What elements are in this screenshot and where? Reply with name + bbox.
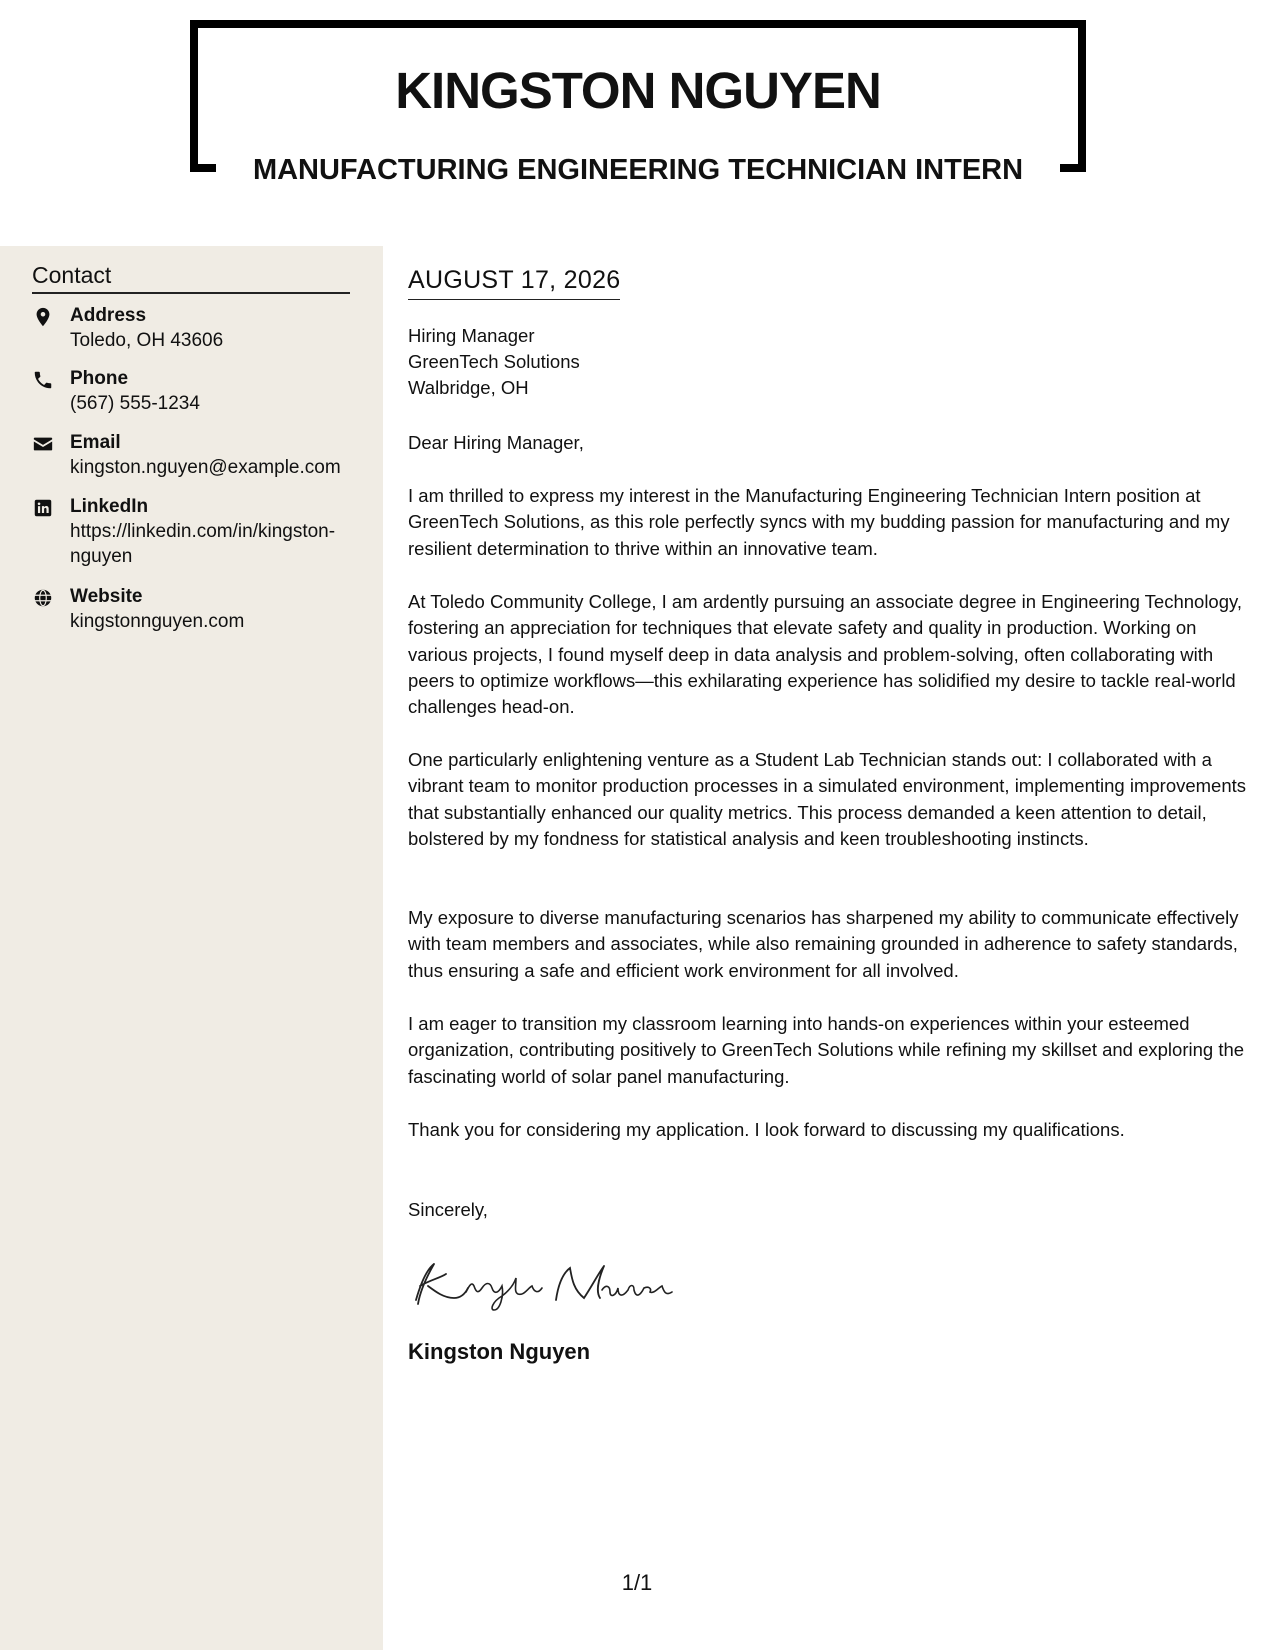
contact-heading: Contact — [32, 262, 350, 294]
body-paragraph: I am eager to transition my classroom learning into hands-on experiences within your esteemed organization, contributing positively to GreenTech Solutions while refining my skillset and exploring the fascinating world of solar panel manufacturing. — [408, 1013, 1245, 1087]
contact-value: (567) 555-1234 — [70, 393, 200, 414]
handwritten-signature — [406, 1252, 676, 1316]
contact-value: Toledo, OH 43606 — [70, 330, 224, 351]
recipient-location: Walbridge, OH — [408, 377, 529, 398]
body-paragraph: At Toledo Community College, I am ardently pursuing an associate degree in Engineering Technology, fostering an appreciation for techniques that elevate safety and quality in production. Working on various projects, I found myself deep in data analysis and problem-solving, often collaborating with peers to optimize workflows—this exhilarating experience has solidified my desire to tackle real-world challenges head-on. — [408, 591, 1243, 718]
job-title: MANUFACTURING ENGINEERING TECHNICIAN INTERN — [252, 154, 1024, 186]
body-paragraph: Thank you for considering my application. I look forward to discussing my qualifications. — [408, 1119, 1125, 1140]
salutation: Dear Hiring Manager, — [408, 432, 584, 453]
contact-value: kingston.nguyen@example.com — [70, 457, 341, 478]
contact-label: Phone — [70, 368, 129, 389]
header-frame-right — [1078, 20, 1086, 172]
contact-label: Website — [70, 586, 143, 607]
linkedin-icon — [32, 497, 54, 519]
map-pin-icon — [32, 306, 54, 328]
phone-icon — [32, 369, 54, 391]
contact-label: Address — [70, 305, 147, 326]
signer-name: Kingston Nguyen — [408, 1339, 591, 1364]
letter-date: AUGUST 17, 2026 — [408, 265, 620, 300]
body-paragraph: My exposure to diverse manufacturing scenarios has sharpened my ability to communicate effectively with team members and associates, while also remaining grounded in adherence to safety standards, thus ensuring a safe and efficient work environment for all involved. — [408, 907, 1239, 981]
header-frame-top — [190, 20, 1086, 28]
website-link[interactable]: kingstonnguyen.com — [70, 611, 245, 632]
linkedin-link[interactable]: https://linkedin.com/in/kingston-nguyen — [70, 521, 336, 567]
page-number: 1/1 — [621, 1570, 653, 1595]
globe-icon — [32, 587, 54, 609]
recipient-name: Hiring Manager — [408, 325, 535, 346]
recipient-company: GreenTech Solutions — [408, 351, 580, 372]
body-paragraph: One particularly enlightening venture as a Student Lab Technician stands out: I collaborated with a vibrant team to monitor production processes in a simulated environment, implementing improvements that substantially enhanced our quality metrics. This process demanded a keen attention to detail, bolstered by my fondness for statistical analysis and keen troubleshooting instincts. — [408, 749, 1247, 849]
applicant-name: KINGSTON NGUYEN — [395, 62, 881, 119]
header-frame-left — [190, 20, 198, 172]
body-paragraph: I am thrilled to express my interest in the Manufacturing Engineering Technician Intern position at GreenTech Solutions, as this role perfectly syncs with my budding passion for manufacturing and my resilient determination to thrive within an innovative team. — [408, 485, 1230, 559]
contact-label: LinkedIn — [70, 496, 149, 517]
envelope-icon — [32, 433, 54, 455]
contact-label: Email — [70, 432, 121, 453]
closing: Sincerely, — [408, 1199, 488, 1220]
header-frame-foot-left — [190, 164, 216, 172]
header-frame-foot-right — [1060, 164, 1086, 172]
recipient-block — [408, 323, 580, 401]
